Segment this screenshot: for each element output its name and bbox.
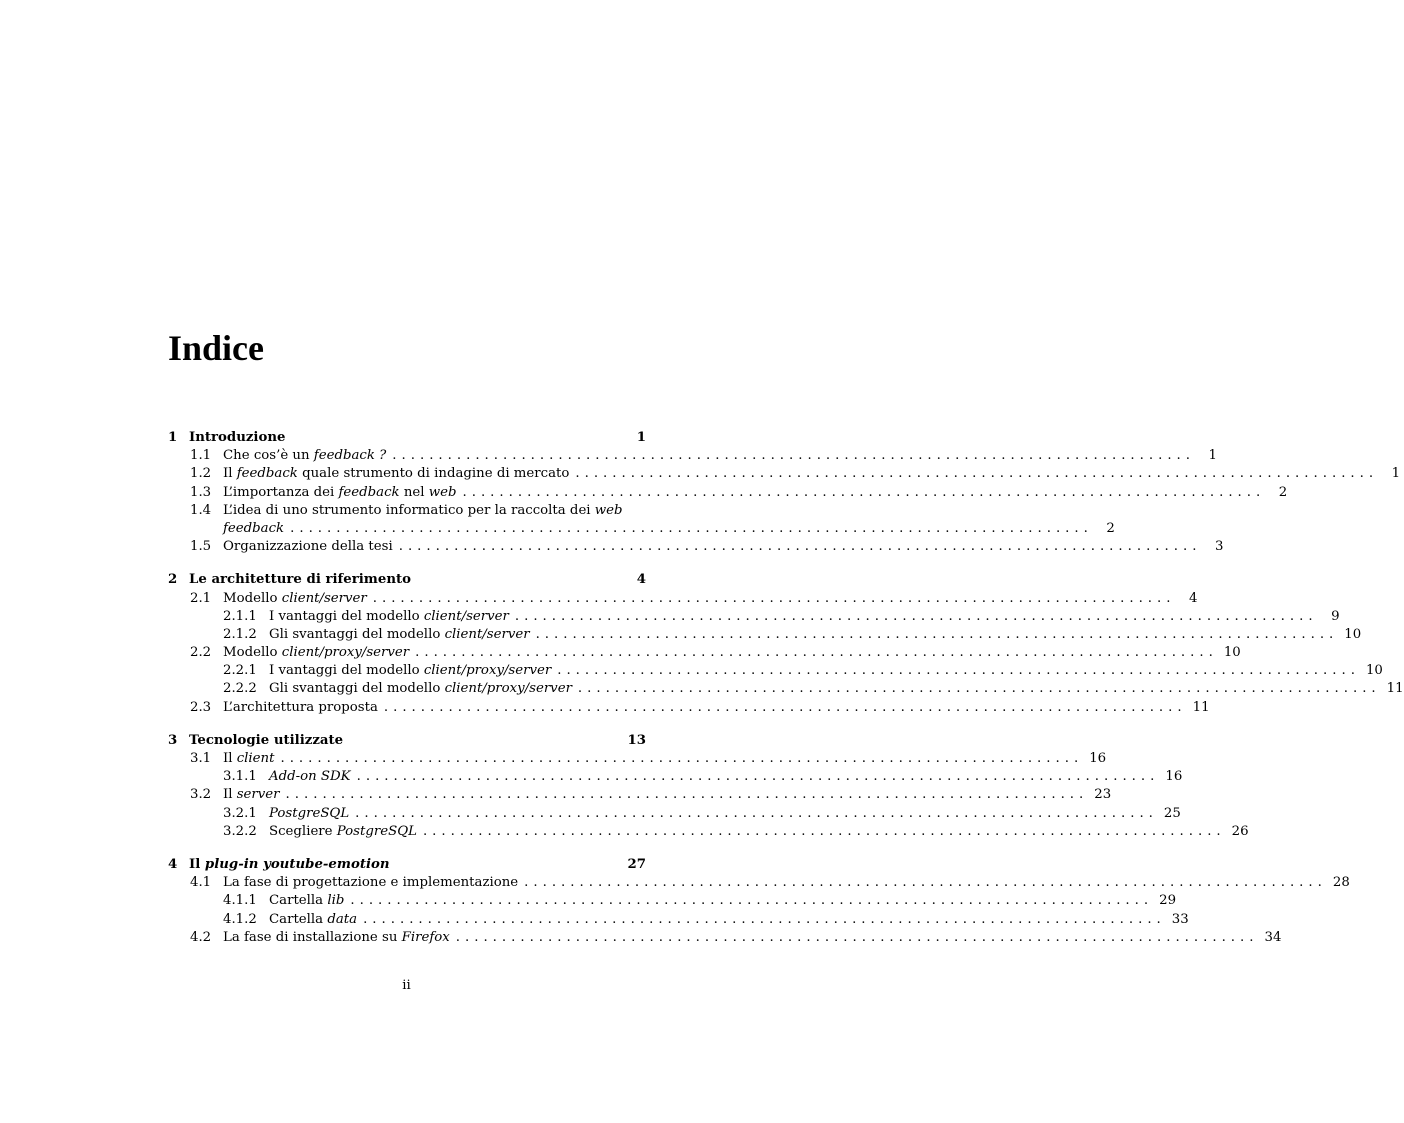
page-title: Indice — [168, 328, 265, 368]
toc-page: 2 — [1106, 520, 1115, 536]
toc-section-2-2[interactable] — [168, 644, 1241, 662]
leader-dots: ....................................................................................... — [355, 805, 1158, 821]
toc-page: 16 — [1165, 769, 1183, 785]
leader-dots: ....................................................................................... — [575, 466, 1379, 482]
toc-page: 11 — [1192, 699, 1210, 715]
toc-page: 11 — [1386, 681, 1404, 697]
toc-page: 33 — [1171, 911, 1189, 927]
leader-dots: ....................................................................................... — [356, 769, 1160, 785]
toc-title: Gli svantaggi del modello client/server — [269, 626, 530, 642]
leader-dots: ....................................................................................... — [350, 893, 1154, 909]
toc-number: 4.1 — [190, 875, 212, 891]
toc-title: Le architetture di riferimento — [189, 572, 412, 588]
leader-dots: ....................................................................................... — [280, 751, 1084, 766]
toc-title: Il feedback quale strumento di indagine di mercato — [223, 466, 570, 482]
toc-title: L’idea di uno strumento informatico per la raccolta dei web — [223, 502, 623, 518]
toc-page: 34 — [1264, 929, 1282, 945]
leader-dots: ....................................................................................... — [383, 699, 1187, 715]
toc-number: 2.2 — [190, 645, 212, 661]
toc-page: 4 — [1189, 590, 1198, 606]
toc-title: I vantaggi del modello client/server — [269, 608, 509, 624]
toc-page: 25 — [1163, 805, 1181, 821]
leader-dots: ....................................................................................... — [392, 448, 1196, 464]
toc-number: 2.1.2 — [223, 626, 257, 642]
toc-title: Add-on SDK — [269, 769, 351, 785]
leader-dots: ....................................................................................... — [285, 787, 1089, 803]
toc-number: 1.1 — [190, 448, 212, 464]
toc-page: 1 — [636, 430, 646, 445]
toc-number: 3.1 — [190, 751, 212, 766]
toc-page: 27 — [627, 856, 646, 872]
toc-chapter-4[interactable] — [168, 856, 646, 874]
toc-section-2-3[interactable] — [168, 699, 1210, 717]
toc-number: 1 — [168, 430, 178, 445]
toc-page: 29 — [1159, 893, 1177, 909]
toc-page: 3 — [1214, 539, 1224, 555]
toc-page: 10 — [1344, 626, 1362, 642]
toc-page: 1 — [1391, 466, 1401, 482]
leader-dots: ....................................................................................... — [290, 520, 1093, 536]
toc-number: 1.4 — [190, 502, 212, 518]
toc-subsection-2-1-1[interactable] — [168, 608, 1340, 626]
table-of-contents — [168, 429, 1404, 947]
toc-title: Il plug-in youtube-emotion — [189, 856, 390, 872]
toc-section-1-4-continued[interactable] — [168, 520, 1115, 538]
toc-number: 3.1.1 — [223, 769, 257, 785]
toc-title: Tecnologie utilizzate — [189, 732, 344, 748]
toc-number: 3.2 — [190, 787, 212, 803]
toc-subsection-2-2-2[interactable] — [168, 680, 1404, 698]
toc-subsection-3-1-1[interactable] — [168, 768, 1183, 786]
leader-dots: ....................................................................................... — [462, 484, 1266, 500]
toc-number: 2 — [168, 572, 178, 588]
toc-subsection-2-1-2[interactable] — [168, 626, 1362, 644]
leader-dots: ....................................................................................... — [415, 645, 1218, 661]
toc-title: Il client — [223, 751, 275, 766]
toc-section-1-3[interactable] — [168, 484, 1288, 502]
toc-number: 1.3 — [190, 484, 212, 500]
toc-subsection-2-2-1[interactable] — [168, 662, 1383, 680]
toc-chapter-2[interactable] — [168, 571, 646, 589]
toc-title: Introduzione — [189, 430, 286, 445]
leader-dots: ....................................................................................... — [363, 911, 1166, 927]
toc-chapter-1[interactable] — [168, 429, 646, 447]
toc-subsection-3-2-2[interactable] — [168, 823, 1249, 841]
leader-dots: ....................................................................................... — [514, 608, 1318, 624]
toc-number: 2.2.1 — [223, 663, 257, 679]
leader-dots: ....................................................................................... — [535, 626, 1339, 642]
toc-title: Scegliere PostgreSQL — [269, 823, 417, 839]
toc-title: La fase di installazione su Firefox — [223, 929, 450, 945]
toc-section-3-1[interactable] — [168, 750, 1107, 768]
toc-page: 26 — [1231, 823, 1249, 839]
toc-title: Che cos’è un feedback ? — [223, 448, 387, 464]
toc-number: 2.3 — [190, 699, 212, 715]
toc-section-4-2[interactable] — [168, 929, 1282, 947]
toc-number: 3 — [168, 732, 178, 748]
toc-page: 4 — [636, 572, 646, 588]
toc-section-1-4[interactable] — [168, 502, 646, 520]
toc-number: 1.5 — [190, 539, 212, 555]
leader-dots: ....................................................................................... — [398, 539, 1202, 555]
toc-title: Gli svantaggi del modello client/proxy/server — [269, 681, 572, 697]
toc-number: 2.1 — [190, 590, 212, 606]
toc-title: Modello client/proxy/server — [223, 645, 410, 661]
toc-page: 28 — [1332, 875, 1350, 891]
toc-section-2-1[interactable] — [168, 590, 1198, 608]
toc-number: 2.1.1 — [223, 608, 257, 624]
toc-page: 9 — [1331, 608, 1340, 624]
toc-number: 3.2.1 — [223, 805, 257, 821]
toc-number: 4.1.2 — [223, 911, 257, 927]
toc-title: Modello client/server — [223, 590, 367, 606]
toc-page: 1 — [1208, 448, 1218, 464]
toc-page: 2 — [1278, 484, 1288, 500]
toc-subsection-4-1-1[interactable] — [168, 892, 1177, 910]
toc-title: PostgreSQL — [269, 805, 350, 821]
toc-title: I vantaggi del modello client/proxy/server — [269, 663, 552, 679]
toc-number: 1.2 — [190, 466, 212, 482]
toc-page: 13 — [627, 732, 646, 748]
toc-title: feedback — [223, 520, 285, 536]
toc-subsection-4-1-2[interactable] — [168, 911, 1189, 929]
toc-title: Cartella data — [269, 911, 358, 927]
toc-section-1-1[interactable] — [168, 447, 1218, 465]
toc-title: La fase di progettazione e implementazione — [223, 875, 519, 891]
toc-page: 23 — [1094, 787, 1112, 803]
toc-section-1-5[interactable] — [168, 538, 1224, 556]
toc-title: Organizzazione della tesi — [223, 539, 393, 555]
toc-number: 4 — [168, 856, 178, 872]
leader-dots: ....................................................................................... — [372, 590, 1176, 606]
leader-dots: ....................................................................................... — [455, 929, 1259, 945]
toc-number: 4.2 — [190, 929, 212, 945]
toc-number: 3.2.2 — [223, 823, 257, 839]
toc-subsection-3-2-1[interactable] — [168, 805, 1181, 823]
toc-chapter-3[interactable] — [168, 732, 646, 750]
toc-page: 10 — [1365, 663, 1383, 679]
toc-section-3-2[interactable] — [168, 786, 1112, 804]
toc-number: 2.2.2 — [223, 681, 257, 697]
toc-section-1-2[interactable] — [168, 465, 1401, 483]
toc-title: L’importanza dei feedback nel web — [223, 484, 457, 500]
leader-dots: ....................................................................................... — [422, 823, 1226, 839]
toc-page: 16 — [1089, 751, 1107, 766]
toc-title: Cartella lib — [269, 893, 345, 909]
toc-number: 4.1.1 — [223, 893, 257, 909]
toc-section-4-1[interactable] — [168, 874, 1350, 892]
leader-dots: ....................................................................................... — [577, 681, 1381, 697]
leader-dots: ....................................................................................... — [524, 875, 1327, 891]
toc-title: L’architettura proposta — [223, 699, 378, 715]
leader-dots: ....................................................................................... — [557, 663, 1360, 679]
toc-page: 10 — [1223, 645, 1241, 661]
page-number: ii — [402, 978, 411, 993]
toc-title: Il server — [223, 787, 280, 803]
